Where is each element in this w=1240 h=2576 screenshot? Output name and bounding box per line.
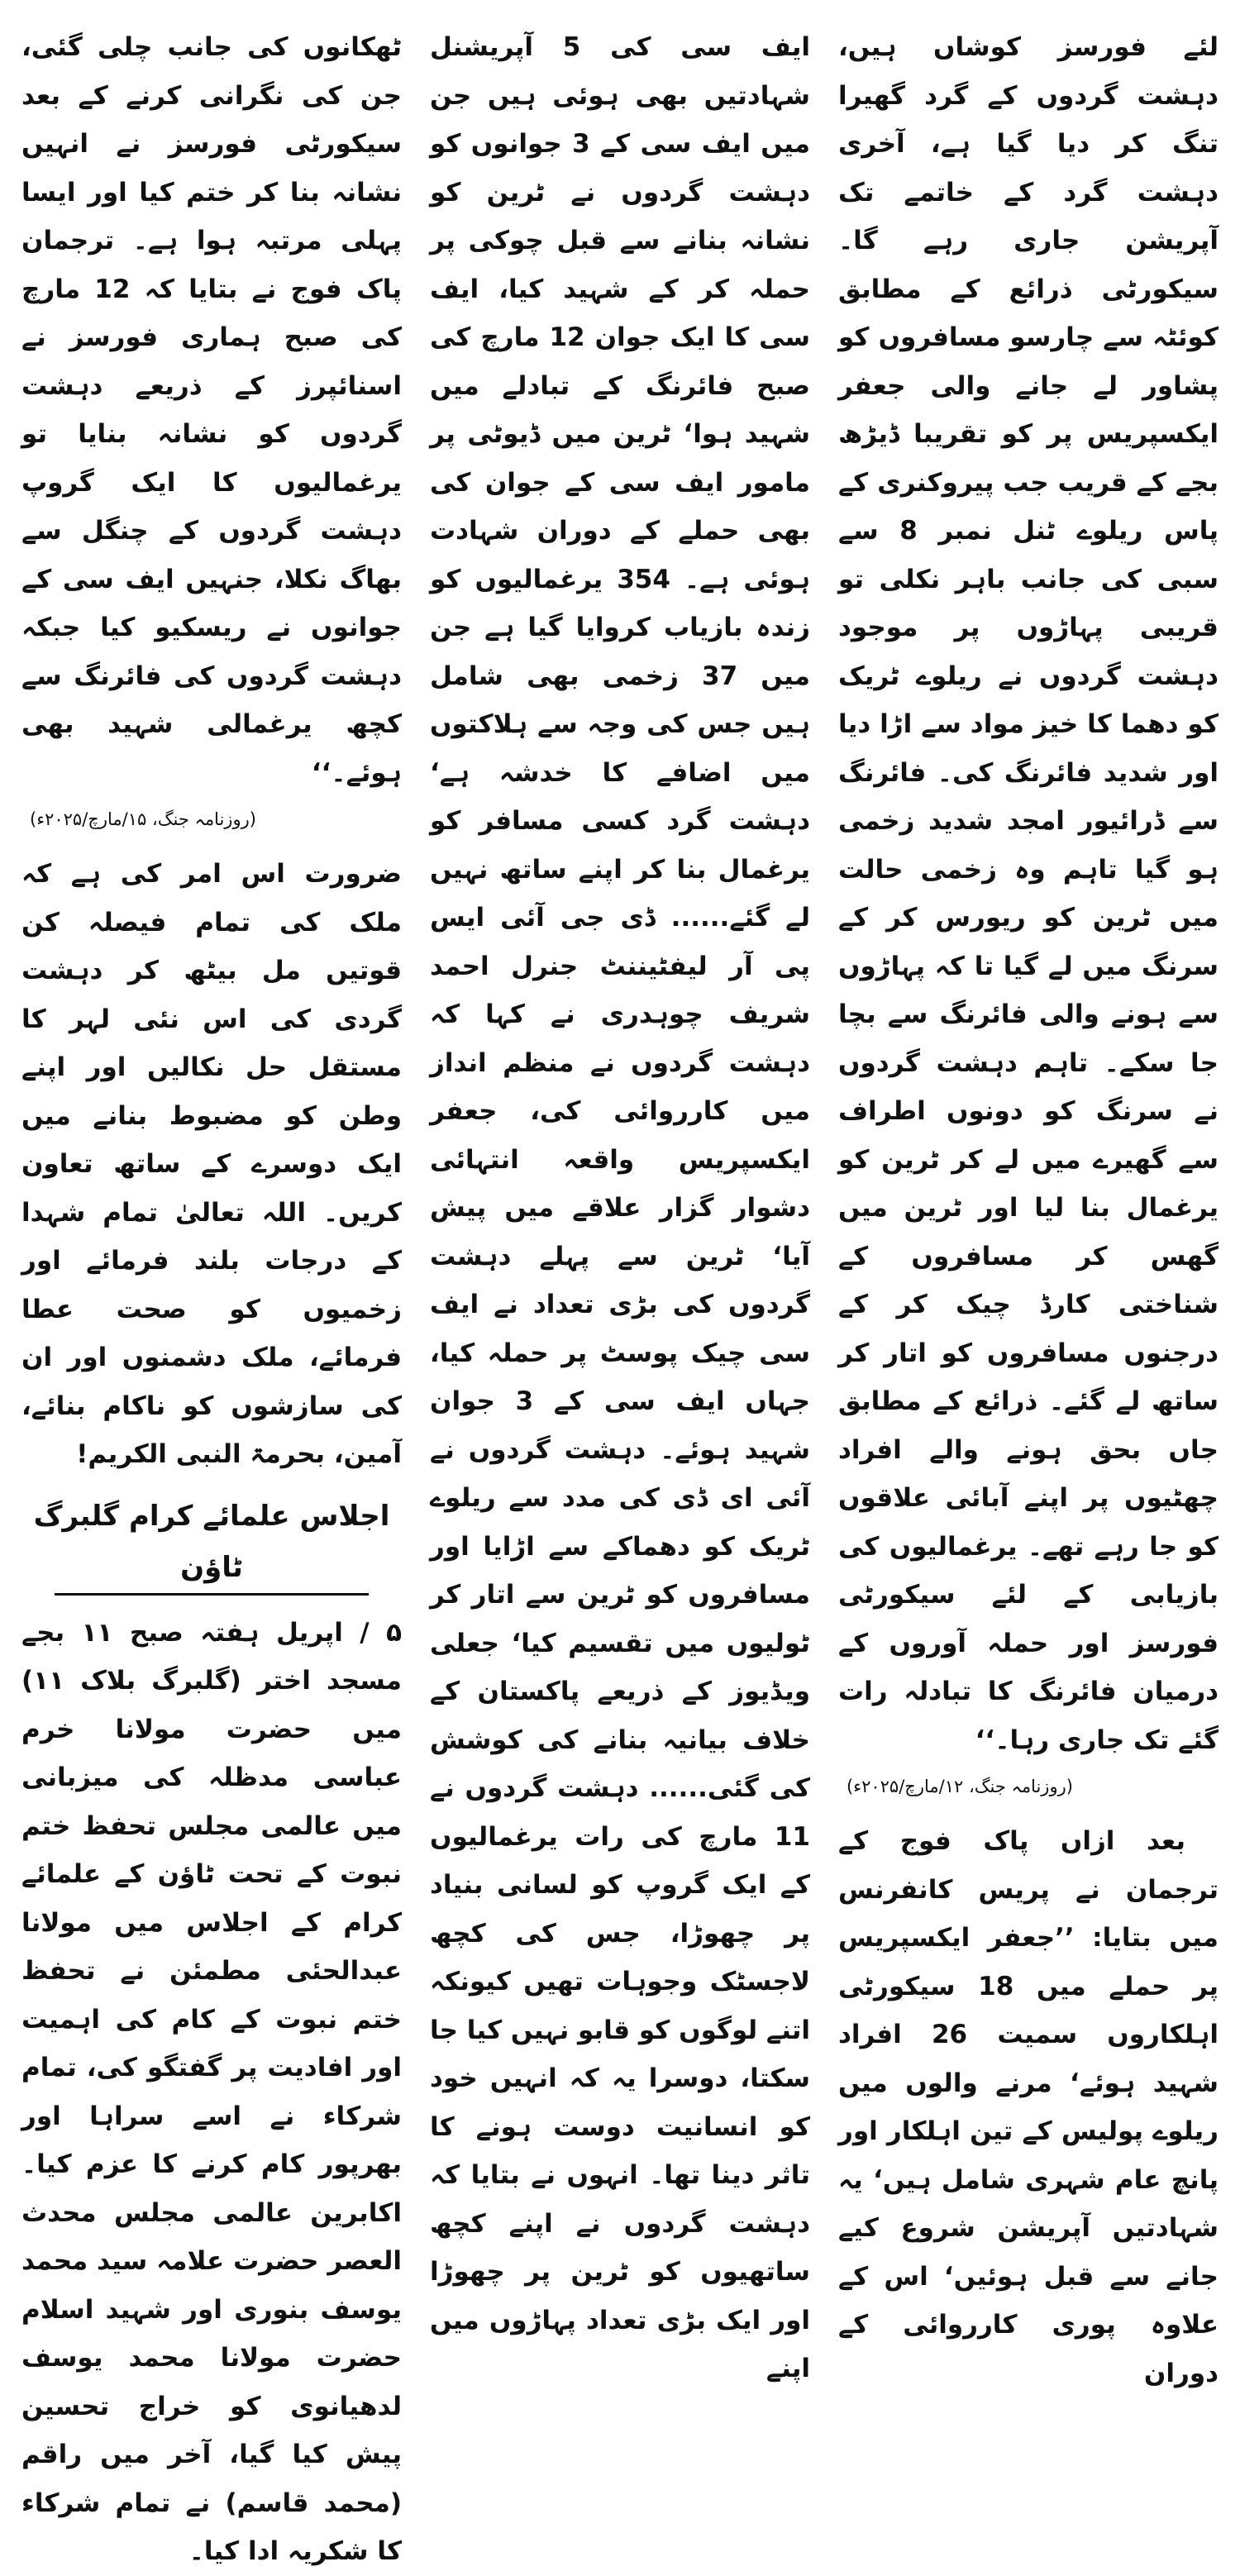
column-left — [21, 23, 402, 2566]
section-heading: اجلاس علمائے کرام گلبرگ ٹاؤن — [33, 1499, 390, 1584]
meeting-report-paragraph: ۵ / اپریل ہفتہ صبح ۱۱ بجے مسجد اختر (گلبرگ بلاک ۱۱) میں حضرت مولانا خرم عباسی مدظلہ کی میزبانی میں عالمی مجلس تحفظ ختم نبوت کے تحت ٹاؤن کے علمائے کرام کے اجلاس میں مولانا عبدالحئی مطمئن نے تحفظ ختم نبوت کے کام کی اہمیت اور افادیت پر گفتگو کی، تمام شرکاء نے اسے سراہا اور بھرپور کام کرنے کا عزم کیا۔ اکابرین عالمی مجلس محدث العصر حضرت علامہ سید محمد یوسف بنوری اور شہید اسلام حضرت مولانا محمد یوسف لدھیانوی کو خراج تحسین پیش کیا گیا، آخر میں راقم (محمد قاسم) نے تمام شرکاء کا شکریہ ادا کیا۔ — [21, 1617, 402, 2566]
article-paragraph: لئے فورسز کوشاں ہیں، دہشت گردوں کے گرد گھیرا تنگ کر دیا گیا ہے، آخری دہشت گرد کے خاتمے تک آپریشن جاری رہے گا۔ سیکورٹی ذرائع کے مطابق کوئٹہ سے چارسو مسافروں کو پشاور لے جانے والی جعفر ایکسپریس پر کو تقریبا ڈیڑھ بجے کے قریب جب پیروکنری کے پاس ریلوے ٹنل نمبر 8 سے سبی کی جانب باہر نکلی تو قریبی پہاڑوں پر موجود دہشت گردوں نے ریلوے ٹریک کو دھما کا خیز مواد سے اڑا دیا اور شدید فائرنگ کی۔ فائرنگ سے ڈرائیور امجد شدید زخمی ہو گیا تاہم وہ زخمی حالت میں ٹرین کو ریورس کر کے سرنگ میں لے گیا تا کہ پہاڑوں سے ہونے والی فائرنگ سے بچا جا سکے۔ تاہم دہشت گردوں نے سرنگ کو دونوں اطراف سے گھیرے میں لے کر ٹرین کو یرغمال بنا لیا اور ٹرین میں گھس کر مسافروں کے شناختی کارڈ چیک کر کے درجنوں مسافروں کو اتار کر ساتھ لے گئے۔ ذرائع کے مطابق جاں بحق ہونے والے افراد چھٹیوں پر اپنے آبائی علاقوں کو جا رہے تھے۔ یرغمالیوں کی بازیابی کے لئے سیکورٹی فورسز اور حملہ آوروں کے درمیان فائرنگ کا تبادلہ رات گئے تک جاری رہا۔‘‘ — [838, 32, 1219, 1755]
heading-underline — [55, 1593, 369, 1596]
article-paragraph: بعد ازاں پاک فوج کے ترجمان نے پریس کانفرنس میں بتایا: ’’جعفر ایکسپریس پر حملے میں 18 سیکورٹی اہلکاروں سمیت 26 افراد شہید ہوئے‘ مرنے والوں میں ریلوے پولیس کے تین اہلکار اور پانچ عام شہری شامل ہیں‘ یہ شہادتیں آپریشن شروع کیے جانے سے قبل ہوئیں‘ اس کے علاوہ پوری کارروائی کے دوران — [838, 1826, 1219, 2388]
article-paragraph: ٹھکانوں کی جانب چلی گئی، جن کی نگرانی کرنے کے بعد سیکورٹی فورسز نے انہیں نشانہ بنا کر ختم کیا اور ایسا پہلی مرتبہ ہوا ہے۔ ترجمان پاک فوج نے بتایا کہ 12 مارچ کی صبح ہماری فورسز نے اسنائپرز کے ذریعے دہشت گردوں کو نشانہ بنایا تو یرغمالیوں کا ایک گروپ دہشت گردوں کے چنگل سے بھاگ نکلا، جنہیں ایف سی کے جوانوں نے ریسکیو کیا جبکہ دہشت گردوں کی فائرنگ سے کچھ یرغمالی شہید بھی ہوئے۔‘‘ — [21, 32, 402, 788]
column-middle — [430, 23, 811, 2383]
article-paragraph: ایف سی کی 5 آپریشنل شہادتیں بھی ہوئی ہیں جن میں ایف سی کے 3 جوانوں کو دہشت گردوں نے ٹرین کو نشانہ بنانے سے قبل چوکی پر حملہ کر کے شہید کیا، ایف سی کا ایک جوان 12 مارچ کی صبح فائرنگ کے تبادلے میں شہید ہوا‘ ٹرین میں ڈیوٹی پر مامور ایف سی کے جوان کی بھی حملے کے دوران شہادت ہوئی ہے۔ 354 یرغمالیوں کو زندہ بازیاب کروایا گیا ہے جن میں 37 زخمی بھی شامل ہیں جس کی وجہ سے ہلاکتوں میں اضافے کا خدشہ ہے‘ دہشت گرد کسی مسافر کو یرغمال بنا کر اپنے ساتھ نہیں لے گئے...... ڈی جی آئی ایس پی آر لیفٹیننٹ جنرل احمد شریف چوہدری نے کہا کہ دہشت گردوں نے منظم انداز میں کارروائی کی، جعفر ایکسپریس واقعہ انتہائی دشوار گزار علاقے میں پیش آیا‘ ٹرین سے پہلے دہشت گردوں کی بڑی تعداد نے ایف سی چیک پوسٹ پر حملہ کیا، جہاں ایف سی کے 3 جوان شہید ہوئے۔ دہشت گردوں نے آئی ای ڈی کی مدد سے ریلوے ٹریک کو دھماکے سے اڑایا اور مسافروں کو ٹرین سے اتار کر ٹولیوں میں تقسیم کیا‘ جعلی ویڈیوز کے ذریعے پاکستان کے خلاف بیانیہ بنانے کی کوشش کی گئی...... دہشت گردوں نے 11 مارچ کی رات یرغمالیوں کے ایک گروپ کو لسانی بنیاد پر چھوڑا، جس کی کچھ لاجسٹک وجوہات تھیں کیونکہ اتنے لوگوں کو قابو نہیں کیا جا سکتا، دوسرا یہ کہ انہیں خود کو انسانیت دوست ہونے کا تاثر دینا تھا۔ انہوں نے بتایا کہ دہشت گردوں نے اپنے کچھ ساتھیوں کو ٹرین پر چھوڑا اور ایک بڑی تعداد پہاڑوں میں اپنے — [430, 32, 811, 2383]
source-citation: (روزنامہ جنگ، ۱۵/مارچ/۲۰۲۵ء) — [30, 809, 256, 829]
closing-paragraph: ضرورت اس امر کی ہے کہ ملک کی تمام فیصلہ کن قوتیں مل بیٹھ کر دہشت گردی کی اس نئی لہر کا مستقل حل نکالیں اور اپنے وطن کو مضبوط بنانے میں ایک دوسرے کے ساتھ تعاون کریں۔ اللہ تعالیٰ تمام شہدا کے درجات بلند فرمائے اور زخمیوں کو صحت عطا فرمائے، ملک دشمنوں اور ان کی سازشوں کو ناکام بنائے، آمین، بحرمۃ النبی الکریم! — [21, 859, 402, 1469]
source-citation: (روزنامہ جنگ، ۱۲/مارچ/۲۰۲۵ء) — [847, 1777, 1073, 1796]
column-right — [838, 23, 1219, 2388]
